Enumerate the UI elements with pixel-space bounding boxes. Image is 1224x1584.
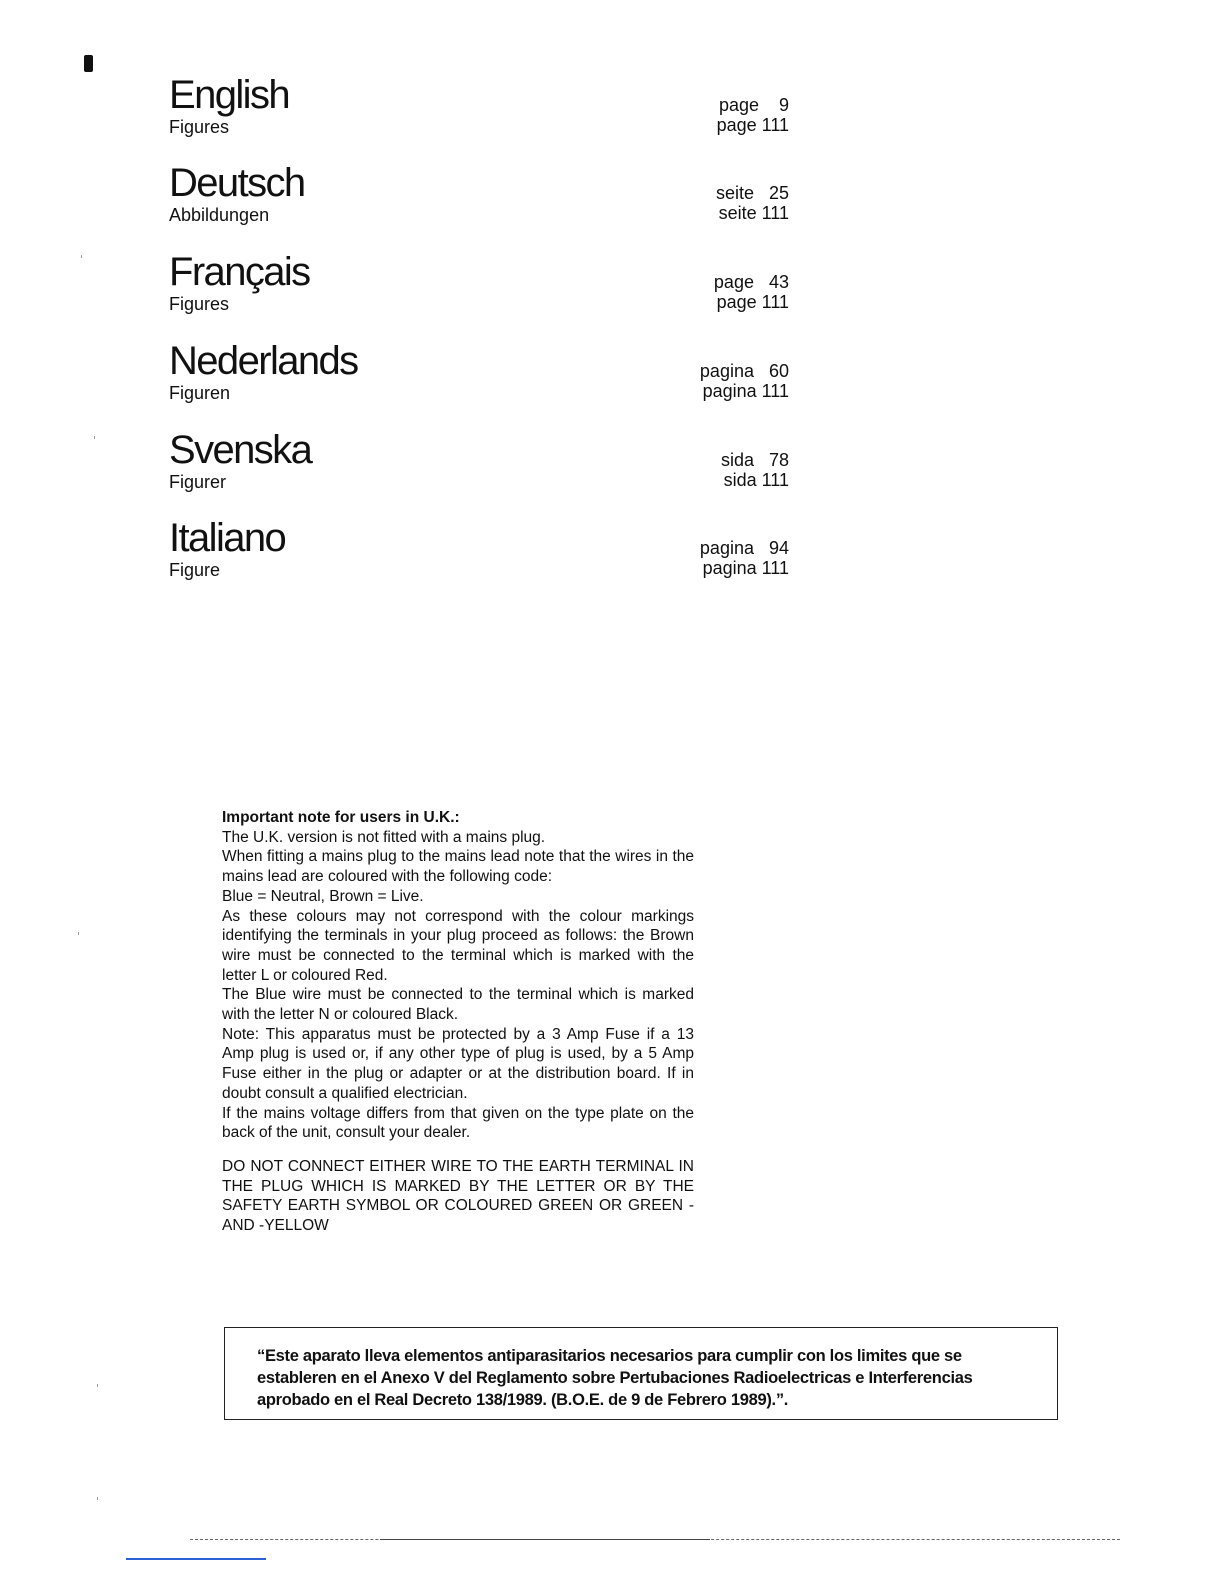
figures-page-reference: seite 111 xyxy=(718,203,789,223)
note-paragraph: When fitting a mains plug to the mains lead note that the wires in the mains lead are coloured with the following code: xyxy=(222,848,694,886)
language-subtitle: Figuren xyxy=(169,383,231,403)
language-subtitle: Figurer xyxy=(169,472,227,492)
page-reference: seite 25 xyxy=(715,183,789,203)
language-title: English xyxy=(169,73,289,117)
scan-speck xyxy=(97,1497,98,1500)
language-title: Français xyxy=(169,250,310,294)
note-paragraph: Note: This apparatus must be protected by a 3 Amp Fuse if a 13 Amp plug is used or, if any other type of plug is used, by a 5 Amp Fuse either in the plug or adapter or at the distribution board. If in doubt consult a qualified electrician. xyxy=(222,1025,694,1102)
language-entry-francais[interactable] xyxy=(169,252,789,322)
language-title: Nederlands xyxy=(169,339,358,383)
page-reference: pagina 94 xyxy=(699,538,789,558)
language-entry-svenska[interactable] xyxy=(169,430,789,500)
note-heading: Important note for users in U.K.: xyxy=(222,809,460,826)
language-entry-italiano[interactable] xyxy=(169,518,789,588)
figures-page-reference: pagina 111 xyxy=(702,558,789,578)
language-entry-english[interactable] xyxy=(169,75,789,145)
page-reference: page 9 xyxy=(718,95,789,115)
page-reference: sida 78 xyxy=(720,450,789,470)
spanish-interference-notice: “Este aparato lleva elementos antiparasitarios necesarios para cumplir con los limites que se estableren en el Anexo V del Reglamento sobre Pertubaciones Radioelectricas e Interferencias aprobado en el Real Decreto 138/1989. (B.O.E. de 9 de Febrero 1989).”. xyxy=(257,1347,973,1409)
language-title: Italiano xyxy=(169,516,286,560)
language-subtitle: Figures xyxy=(169,294,230,314)
page-reference: pagina 60 xyxy=(699,361,789,381)
language-subtitle: Figures xyxy=(169,117,230,137)
note-paragraph: The U.K. version is not fitted with a mains plug. xyxy=(222,828,546,846)
spanish-interference-notice-box xyxy=(224,1327,1058,1420)
scan-speck xyxy=(81,255,82,258)
note-paragraph: The Blue wire must be connected to the terminal which is marked with the letter N or coloured Black. xyxy=(222,986,694,1024)
note-paragraph: As these colours may not correspond with the colour markings identifying the terminals in your plug proceed as follows: the Brown wire must be connected to the terminal which is marked with the letter L or coloured Red. xyxy=(222,907,694,984)
language-entry-nederlands[interactable] xyxy=(169,341,789,411)
language-title: Svenska xyxy=(169,428,312,472)
note-paragraph: If the mains voltage differs from that given on the type plate on the back of the unit, consult your dealer. xyxy=(222,1104,694,1142)
earth-terminal-warning: DO NOT CONNECT EITHER WIRE TO THE EARTH TERMINAL IN THE PLUG WHICH IS MARKED BY THE LETTER OR BY THE SAFETY EARTH SYMBOL OR COLOURED GREEN OR GREEN - AND -YELLOW xyxy=(222,1157,694,1235)
figures-page-reference: page 111 xyxy=(716,115,789,135)
language-subtitle: Abbildungen xyxy=(169,205,270,225)
uk-mains-plug-note xyxy=(222,808,694,1236)
page-reference: page 43 xyxy=(713,272,789,292)
language-subtitle: Figure xyxy=(169,560,221,580)
language-title: Deutsch xyxy=(169,161,305,205)
figures-page-reference: sida 111 xyxy=(723,470,789,490)
scan-corner-mark xyxy=(84,55,93,72)
scan-artifact-line-solid xyxy=(380,1539,710,1540)
figures-page-reference: page 111 xyxy=(716,292,789,312)
scan-speck xyxy=(97,1384,98,1387)
scan-artifact-blue-line xyxy=(126,1558,266,1560)
language-entry-deutsch[interactable] xyxy=(169,163,789,233)
scan-speck xyxy=(94,436,95,439)
figures-page-reference: pagina 111 xyxy=(702,381,789,401)
note-paragraph: Blue = Neutral, Brown = Live. xyxy=(222,887,424,905)
scan-speck xyxy=(78,932,79,935)
